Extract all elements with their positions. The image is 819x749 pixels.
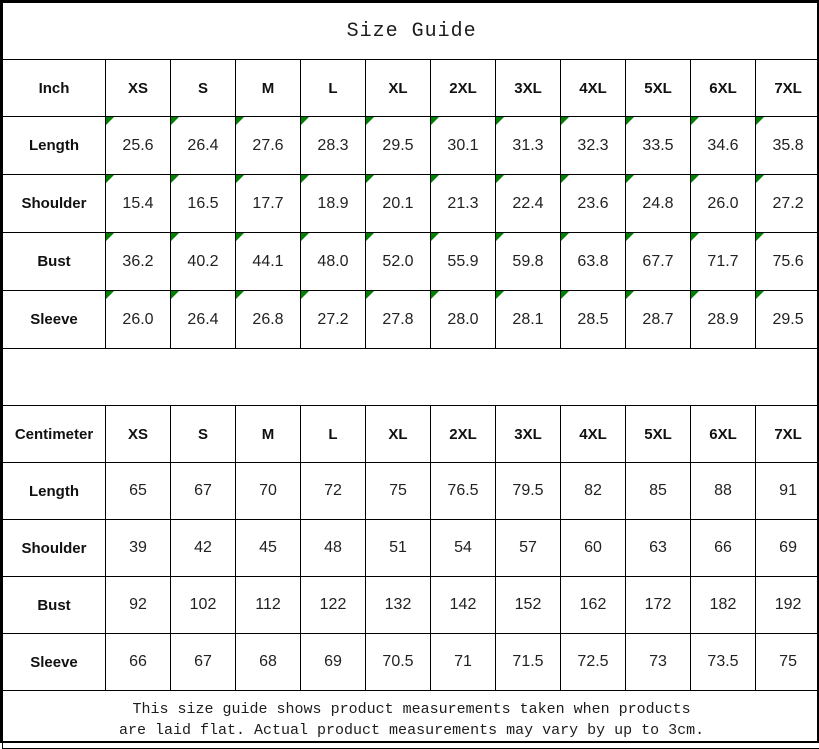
measurement-cell — [561, 291, 626, 349]
measurement-cell: 72 — [301, 463, 366, 520]
row-header: Length — [3, 117, 106, 175]
measurement-value: 20.1 — [382, 175, 413, 232]
measurement-value: 28.3 — [317, 117, 348, 174]
comment-marker-icon — [171, 117, 179, 125]
size-col-header: S — [171, 406, 236, 463]
measurement-cell — [236, 117, 301, 175]
comment-marker-icon — [691, 175, 699, 183]
measurement-value: 21.3 — [447, 175, 478, 232]
measurement-cell — [561, 117, 626, 175]
measurement-cell: 57 — [496, 520, 561, 577]
size-col-header: M — [236, 60, 301, 117]
measurement-cell — [561, 233, 626, 291]
measurement-value: 28.5 — [577, 291, 608, 348]
row-header: Bust — [3, 233, 106, 291]
measurement-cell — [756, 175, 819, 233]
measurement-cell: 88 — [691, 463, 756, 520]
measurement-cell: 76.5 — [431, 463, 496, 520]
measurement-cell: 54 — [431, 520, 496, 577]
measurement-value: 75.6 — [773, 233, 804, 290]
measurement-cell: 70 — [236, 463, 301, 520]
comment-marker-icon — [366, 117, 374, 125]
comment-marker-icon — [691, 233, 699, 241]
comment-marker-icon — [301, 175, 309, 183]
size-col-header: 2XL — [431, 60, 496, 117]
inch-header-row — [3, 60, 819, 117]
measurement-value: 18.9 — [317, 175, 348, 232]
measurement-value: 26.4 — [187, 117, 218, 174]
measurement-cell: 72.5 — [561, 634, 626, 691]
measurement-value: 40.2 — [187, 233, 218, 290]
measurement-cell: 162 — [561, 577, 626, 634]
row-header: Sleeve — [3, 291, 106, 349]
size-col-header: XS — [106, 60, 171, 117]
measurement-cell — [106, 117, 171, 175]
measurement-value: 15.4 — [122, 175, 153, 232]
inch-sleeve-row — [3, 291, 819, 349]
measurement-value: 67.7 — [642, 233, 673, 290]
measurement-cell: 82 — [561, 463, 626, 520]
measurement-cell — [301, 117, 366, 175]
measurement-cell: 71 — [431, 634, 496, 691]
cm-length-row — [3, 463, 819, 520]
comment-marker-icon — [106, 175, 114, 183]
measurement-cell: 68 — [236, 634, 301, 691]
measurement-value: 31.3 — [512, 117, 543, 174]
comment-marker-icon — [496, 175, 504, 183]
cm-bust-row — [3, 577, 819, 634]
measurement-cell — [496, 291, 561, 349]
unit-header-inch: Inch — [3, 60, 106, 117]
comment-marker-icon — [691, 117, 699, 125]
size-col-header: 5XL — [626, 60, 691, 117]
measurement-cell: 92 — [106, 577, 171, 634]
comment-marker-icon — [561, 233, 569, 241]
size-col-header: L — [301, 406, 366, 463]
measurement-value: 28.1 — [512, 291, 543, 348]
measurement-value: 27.2 — [317, 291, 348, 348]
measurement-value: 27.6 — [252, 117, 283, 174]
comment-marker-icon — [496, 291, 504, 299]
comment-marker-icon — [236, 233, 244, 241]
size-guide-table — [2, 2, 819, 749]
measurement-cell — [756, 233, 819, 291]
size-col-header: 5XL — [626, 406, 691, 463]
inch-length-row — [3, 117, 819, 175]
measurement-value: 35.8 — [773, 117, 804, 174]
size-col-header: S — [171, 60, 236, 117]
row-header: Bust — [3, 577, 106, 634]
comment-marker-icon — [496, 233, 504, 241]
cm-sleeve-row — [3, 634, 819, 691]
measurement-value: 29.5 — [382, 117, 413, 174]
measurement-value: 44.1 — [252, 233, 283, 290]
comment-marker-icon — [171, 175, 179, 183]
measurement-value: 25.6 — [122, 117, 153, 174]
measurement-value: 24.8 — [642, 175, 673, 232]
size-col-header: 6XL — [691, 406, 756, 463]
measurement-value: 28.9 — [707, 291, 738, 348]
measurement-value: 16.5 — [187, 175, 218, 232]
measurement-cell: 70.5 — [366, 634, 431, 691]
measurement-cell: 69 — [301, 634, 366, 691]
comment-marker-icon — [626, 117, 634, 125]
comment-marker-icon — [106, 117, 114, 125]
size-col-header: 7XL — [756, 60, 819, 117]
title-row — [3, 3, 819, 60]
measurement-cell — [431, 117, 496, 175]
size-col-header: 7XL — [756, 406, 819, 463]
measurement-value: 34.6 — [707, 117, 738, 174]
cm-header-row — [3, 406, 819, 463]
comment-marker-icon — [431, 117, 439, 125]
measurement-cell: 67 — [171, 634, 236, 691]
spacer-row — [3, 349, 819, 406]
measurement-cell — [171, 117, 236, 175]
measurement-value: 63.8 — [577, 233, 608, 290]
measurement-cell — [691, 117, 756, 175]
measurement-value: 26.8 — [252, 291, 283, 348]
measurement-cell — [431, 233, 496, 291]
measurement-cell: 71.5 — [496, 634, 561, 691]
comment-marker-icon — [561, 175, 569, 183]
measurement-cell — [366, 291, 431, 349]
size-col-header: 2XL — [431, 406, 496, 463]
measurement-cell: 69 — [756, 520, 819, 577]
measurement-value: 55.9 — [447, 233, 478, 290]
footer-note-line2: are laid flat. Actual product measurements may vary by up to 3cm. — [3, 720, 819, 741]
measurement-cell — [366, 117, 431, 175]
comment-marker-icon — [171, 233, 179, 241]
spacer-cell — [3, 349, 819, 406]
row-header: Shoulder — [3, 175, 106, 233]
comment-marker-icon — [301, 291, 309, 299]
size-col-header: XS — [106, 406, 171, 463]
row-header: Length — [3, 463, 106, 520]
measurement-cell: 45 — [236, 520, 301, 577]
comment-marker-icon — [171, 291, 179, 299]
row-header: Shoulder — [3, 520, 106, 577]
measurement-value: 30.1 — [447, 117, 478, 174]
comment-marker-icon — [496, 117, 504, 125]
measurement-cell: 112 — [236, 577, 301, 634]
measurement-value: 27.2 — [773, 175, 804, 232]
comment-marker-icon — [236, 291, 244, 299]
measurement-value: 52.0 — [382, 233, 413, 290]
measurement-cell — [236, 175, 301, 233]
measurement-value: 28.7 — [642, 291, 673, 348]
comment-marker-icon — [756, 233, 764, 241]
size-col-header: XL — [366, 60, 431, 117]
measurement-value: 28.0 — [447, 291, 478, 348]
measurement-cell: 132 — [366, 577, 431, 634]
page-title: Size Guide — [3, 3, 819, 60]
size-col-header: 3XL — [496, 406, 561, 463]
measurement-cell: 142 — [431, 577, 496, 634]
measurement-value: 26.0 — [122, 291, 153, 348]
comment-marker-icon — [626, 233, 634, 241]
measurement-cell: 192 — [756, 577, 819, 634]
measurement-cell — [301, 291, 366, 349]
measurement-cell: 73 — [626, 634, 691, 691]
measurement-value: 17.7 — [252, 175, 283, 232]
cm-shoulder-row — [3, 520, 819, 577]
comment-marker-icon — [366, 175, 374, 183]
measurement-cell: 182 — [691, 577, 756, 634]
comment-marker-icon — [106, 233, 114, 241]
comment-marker-icon — [431, 291, 439, 299]
measurement-cell: 67 — [171, 463, 236, 520]
measurement-cell: 73.5 — [691, 634, 756, 691]
comment-marker-icon — [626, 291, 634, 299]
measurement-cell: 152 — [496, 577, 561, 634]
row-header: Sleeve — [3, 634, 106, 691]
measurement-cell — [626, 117, 691, 175]
measurement-value: 32.3 — [577, 117, 608, 174]
measurement-cell — [366, 233, 431, 291]
size-col-header: 3XL — [496, 60, 561, 117]
measurement-cell — [496, 117, 561, 175]
size-col-header: 4XL — [561, 60, 626, 117]
comment-marker-icon — [691, 291, 699, 299]
measurement-cell: 51 — [366, 520, 431, 577]
measurement-cell: 66 — [691, 520, 756, 577]
measurement-cell — [431, 175, 496, 233]
measurement-cell: 60 — [561, 520, 626, 577]
measurement-cell: 63 — [626, 520, 691, 577]
measurement-cell: 79.5 — [496, 463, 561, 520]
measurement-value: 36.2 — [122, 233, 153, 290]
comment-marker-icon — [236, 175, 244, 183]
measurement-cell — [431, 291, 496, 349]
measurement-cell: 42 — [171, 520, 236, 577]
measurement-cell — [106, 175, 171, 233]
footer-row — [3, 691, 819, 749]
measurement-cell — [561, 175, 626, 233]
measurement-cell: 75 — [756, 634, 819, 691]
measurement-cell — [756, 291, 819, 349]
comment-marker-icon — [756, 175, 764, 183]
comment-marker-icon — [431, 233, 439, 241]
measurement-value: 26.4 — [187, 291, 218, 348]
size-col-header: M — [236, 406, 301, 463]
comment-marker-icon — [366, 233, 374, 241]
size-col-header: 4XL — [561, 406, 626, 463]
measurement-cell — [301, 175, 366, 233]
measurement-cell — [236, 233, 301, 291]
measurement-cell — [171, 175, 236, 233]
size-col-header: L — [301, 60, 366, 117]
measurement-value: 22.4 — [512, 175, 543, 232]
measurement-cell — [106, 291, 171, 349]
unit-header-centimeter: Centimeter — [3, 406, 106, 463]
measurement-value: 33.5 — [642, 117, 673, 174]
size-col-header: 6XL — [691, 60, 756, 117]
measurement-cell — [626, 175, 691, 233]
inch-shoulder-row — [3, 175, 819, 233]
measurement-cell — [106, 233, 171, 291]
measurement-cell: 102 — [171, 577, 236, 634]
comment-marker-icon — [561, 291, 569, 299]
measurement-cell: 91 — [756, 463, 819, 520]
measurement-value: 71.7 — [707, 233, 738, 290]
measurement-value: 27.8 — [382, 291, 413, 348]
comment-marker-icon — [301, 117, 309, 125]
footer-note-line1: This size guide shows product measurements taken when products — [3, 699, 819, 720]
comment-marker-icon — [756, 291, 764, 299]
measurement-cell: 48 — [301, 520, 366, 577]
comment-marker-icon — [236, 117, 244, 125]
measurement-cell — [496, 233, 561, 291]
size-col-header: XL — [366, 406, 431, 463]
measurement-cell — [236, 291, 301, 349]
measurement-value: 29.5 — [773, 291, 804, 348]
inch-bust-row — [3, 233, 819, 291]
measurement-cell — [691, 175, 756, 233]
measurement-cell — [171, 233, 236, 291]
measurement-cell — [496, 175, 561, 233]
measurement-value: 59.8 — [512, 233, 543, 290]
measurement-cell: 122 — [301, 577, 366, 634]
comment-marker-icon — [301, 233, 309, 241]
measurement-cell: 85 — [626, 463, 691, 520]
comment-marker-icon — [626, 175, 634, 183]
measurement-cell: 75 — [366, 463, 431, 520]
measurement-cell — [301, 233, 366, 291]
comment-marker-icon — [431, 175, 439, 183]
measurement-cell — [691, 291, 756, 349]
measurement-cell — [691, 233, 756, 291]
measurement-cell: 172 — [626, 577, 691, 634]
measurement-cell: 39 — [106, 520, 171, 577]
measurement-value: 48.0 — [317, 233, 348, 290]
footer-note — [3, 691, 819, 749]
comment-marker-icon — [106, 291, 114, 299]
comment-marker-icon — [756, 117, 764, 125]
comment-marker-icon — [366, 291, 374, 299]
measurement-value: 26.0 — [707, 175, 738, 232]
measurement-value: 23.6 — [577, 175, 608, 232]
measurement-cell — [171, 291, 236, 349]
comment-marker-icon — [561, 117, 569, 125]
measurement-cell — [626, 291, 691, 349]
measurement-cell — [366, 175, 431, 233]
measurement-cell — [626, 233, 691, 291]
measurement-cell: 66 — [106, 634, 171, 691]
measurement-cell — [756, 117, 819, 175]
measurement-cell: 65 — [106, 463, 171, 520]
